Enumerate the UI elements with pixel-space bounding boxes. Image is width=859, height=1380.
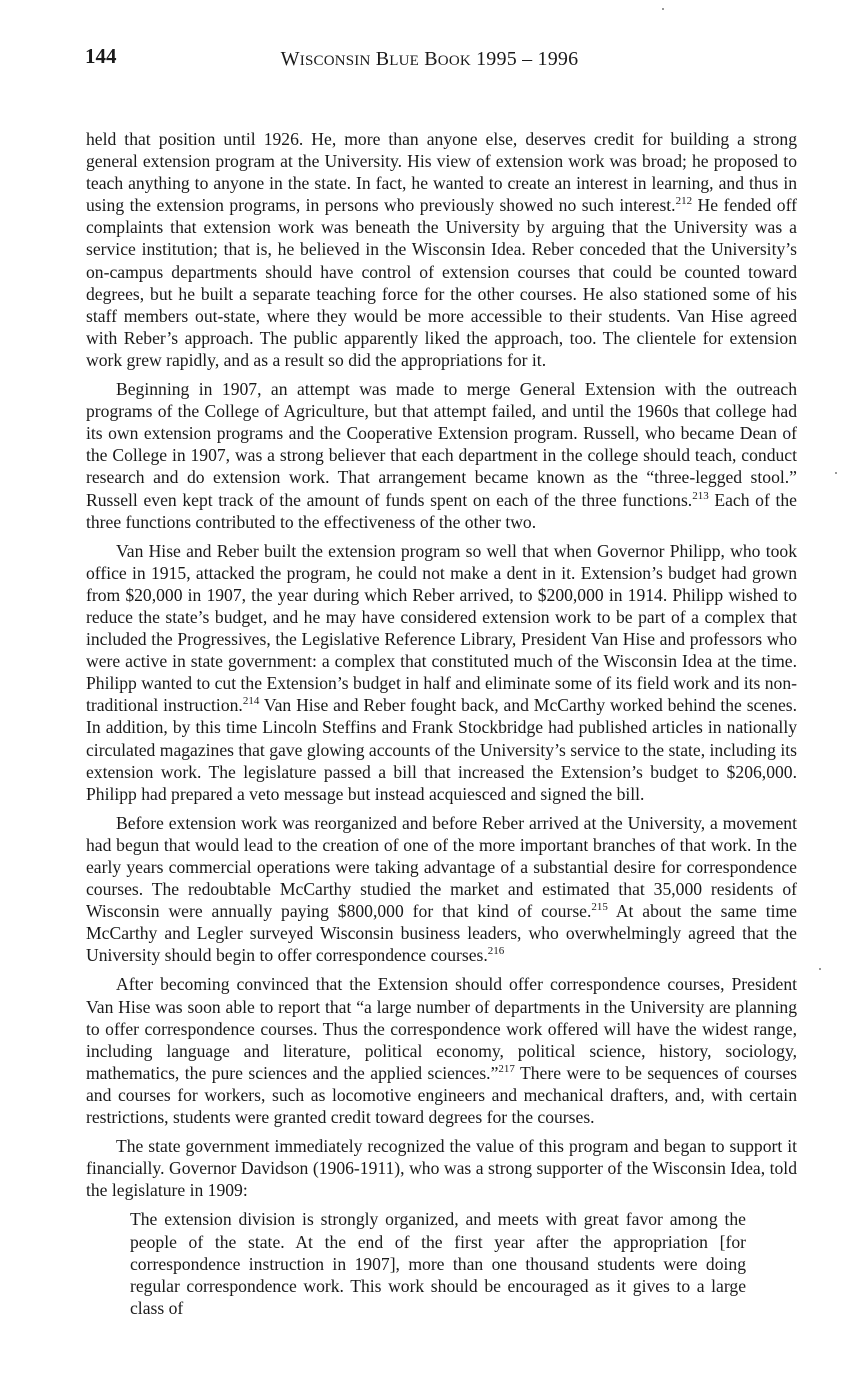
body-text — [86, 128, 797, 1319]
running-head-w3-cap: B — [424, 48, 438, 70]
scan-speck — [835, 472, 837, 474]
paragraph-3-text-b: Van Hise and Reber fought back, and McCarthy worked behind the scenes. In addition, by this time Lincoln Steffins and Frank Stockbridge had published articles in nationally circulated magazines that gave glowing accounts of the University’s service to the state, including its extension work. The legislature passed a bill that increased the Extension’s budget to $206,000. Philipp had prepared a veto message but instead acquiesced and signed the bill. — [86, 695, 798, 804]
paragraph-3-text-a: Van Hise and Reber built the extension program so well that when Governor Philipp, who took office in 1915, attacked the program, he could not make a dent in it. Extension’s budget had grown from $20,000 in 1907, the year during which Reber arrived, to $200,000 in 1914. Philipp wished to reduce the state’s budget, and he may have considered extension work to be part of a complex that included the Progressives, the Legislative Reference Library, President Van Hise and professors who were active in state government: a complex that constituted much of the Wisconsin Idea at the time. Philipp wanted to cut the Extension’s budget in half and eliminate some of its field work and its non-traditional instruction. — [86, 540, 797, 716]
footnote-ref-217: 217 — [498, 1062, 515, 1075]
running-head-w2-cap: B — [375, 48, 390, 70]
running-head-w1-cap: W — [280, 48, 300, 70]
paragraph-5-text-a: After becoming convinced that the Extension should offer correspondence courses, President Van Hise was soon able to report that “a large number of departments in the University are planning to offer correspondence courses. Thus the correspondence work offered will have the widest range, including language and literature, political economy, political science, history, sociology, mathematics, the pure sciences and the applied sciences.” — [86, 974, 797, 1083]
paragraph-4-text-a: Before extension work was reorganized and before Reber arrived at the University, a movement had begun that would lead to the creation of one of the more important branches of that work. In the early years commercial operations were taking advantage of a substantial desire for correspondence courses. The redoubtable McCarthy studied the market and estimated that 35,000 residents of Wisconsin were annually paying $800,000 for that kind of course. — [86, 812, 797, 922]
running-head-w3-rest: ook — [437, 46, 471, 70]
block-quote: The extension division is strongly organized, and meets with great favor among the people of the state. At the end of the first year after the appropriation [for correspondence instruction in 1907], more than one thousand students were doing regular correspondence work. This work should be encouraged as it gives to a large class of — [130, 1209, 746, 1318]
paragraph-2-text-a: Beginning in 1907, an attempt was made to merge General Extension with the outreach programs of the College of Agriculture, but that attempt failed, and until the 1960s that college had its own extension programs and the Cooperative Extension program. Russell, who became Dean of the College in 1907, was a strong believer that each department in the college should teach, conduct research and do extension work. That arrangement became known as the “three-legged stool.” Russell even kept track of the amount of funds spent on each of the three functions. — [86, 379, 797, 510]
footnote-ref-215: 215 — [591, 901, 608, 914]
paragraph-5-text-b: There were to be sequences of courses and courses for workers, such as locomotive engineers and mechanical drafters, and, with certain restrictions, students were granted credit toward degrees for the courses. — [86, 1062, 797, 1128]
paragraph-4 — [86, 812, 797, 967]
running-head — [0, 46, 859, 71]
running-head-w2-rest: lue — [389, 46, 420, 70]
scan-speck — [819, 968, 821, 970]
page-number: 144 — [85, 44, 117, 68]
paragraph-1-text-a: held that position until 1926. He, more than anyone else, deserves credit for building a strong general extension program at the University. His view of extension work was broad; he proposed to teach anything to anyone in the state. In fact, he wanted to create an interest in learning, and thus in using the extension programs, in persons who previously showed no such interest. — [86, 129, 797, 216]
paragraph-5 — [86, 973, 797, 1128]
paragraph-1-text-b: He fended off complaints that extension work was beneath the University by arguing that the University was a service institution; that is, he believed in the Wisconsin Idea. Reber conceded that the University’s on-campus departments should have control of extension courses that could be counted toward degrees, but he built a separate teaching force for the other courses. He also stationed some of his staff members out-state, where they would be more accessible to their students. Van Hise agreed with Reber’s approach. The public apparently liked the approach, too. The clientele for extension work grew rapidly, and as a result so did the appropriations for it. — [86, 195, 797, 370]
paragraph-6: The state government immediately recognized the value of this program and began to support it financially. Governor Davidson (1906-1911), who was a strong supporter of the Wisconsin Idea, told the legislature in 1909: — [86, 1136, 797, 1201]
footnote-ref-216: 216 — [487, 945, 505, 958]
running-head-years: 1995 – 1996 — [476, 48, 579, 70]
paragraph-2-text-b: Each of the three functions contributed to the effectiveness of the other two. — [86, 489, 797, 532]
running-head-w1-rest: isconsin — [299, 46, 371, 70]
paragraph-3 — [86, 540, 797, 805]
paragraph-4-text-b: At about the same time McCarthy and Legler surveyed Wisconsin business leaders, who overwhelmingly agreed that the University should begin to offer correspondence courses. — [86, 901, 797, 966]
footnote-ref-213: 213 — [692, 489, 709, 502]
paragraph-2 — [86, 378, 797, 533]
footnote-ref-214: 214 — [242, 695, 260, 708]
footnote-ref-212: 212 — [675, 195, 693, 208]
paragraph-1 — [86, 128, 797, 371]
scan-speck — [662, 8, 664, 10]
